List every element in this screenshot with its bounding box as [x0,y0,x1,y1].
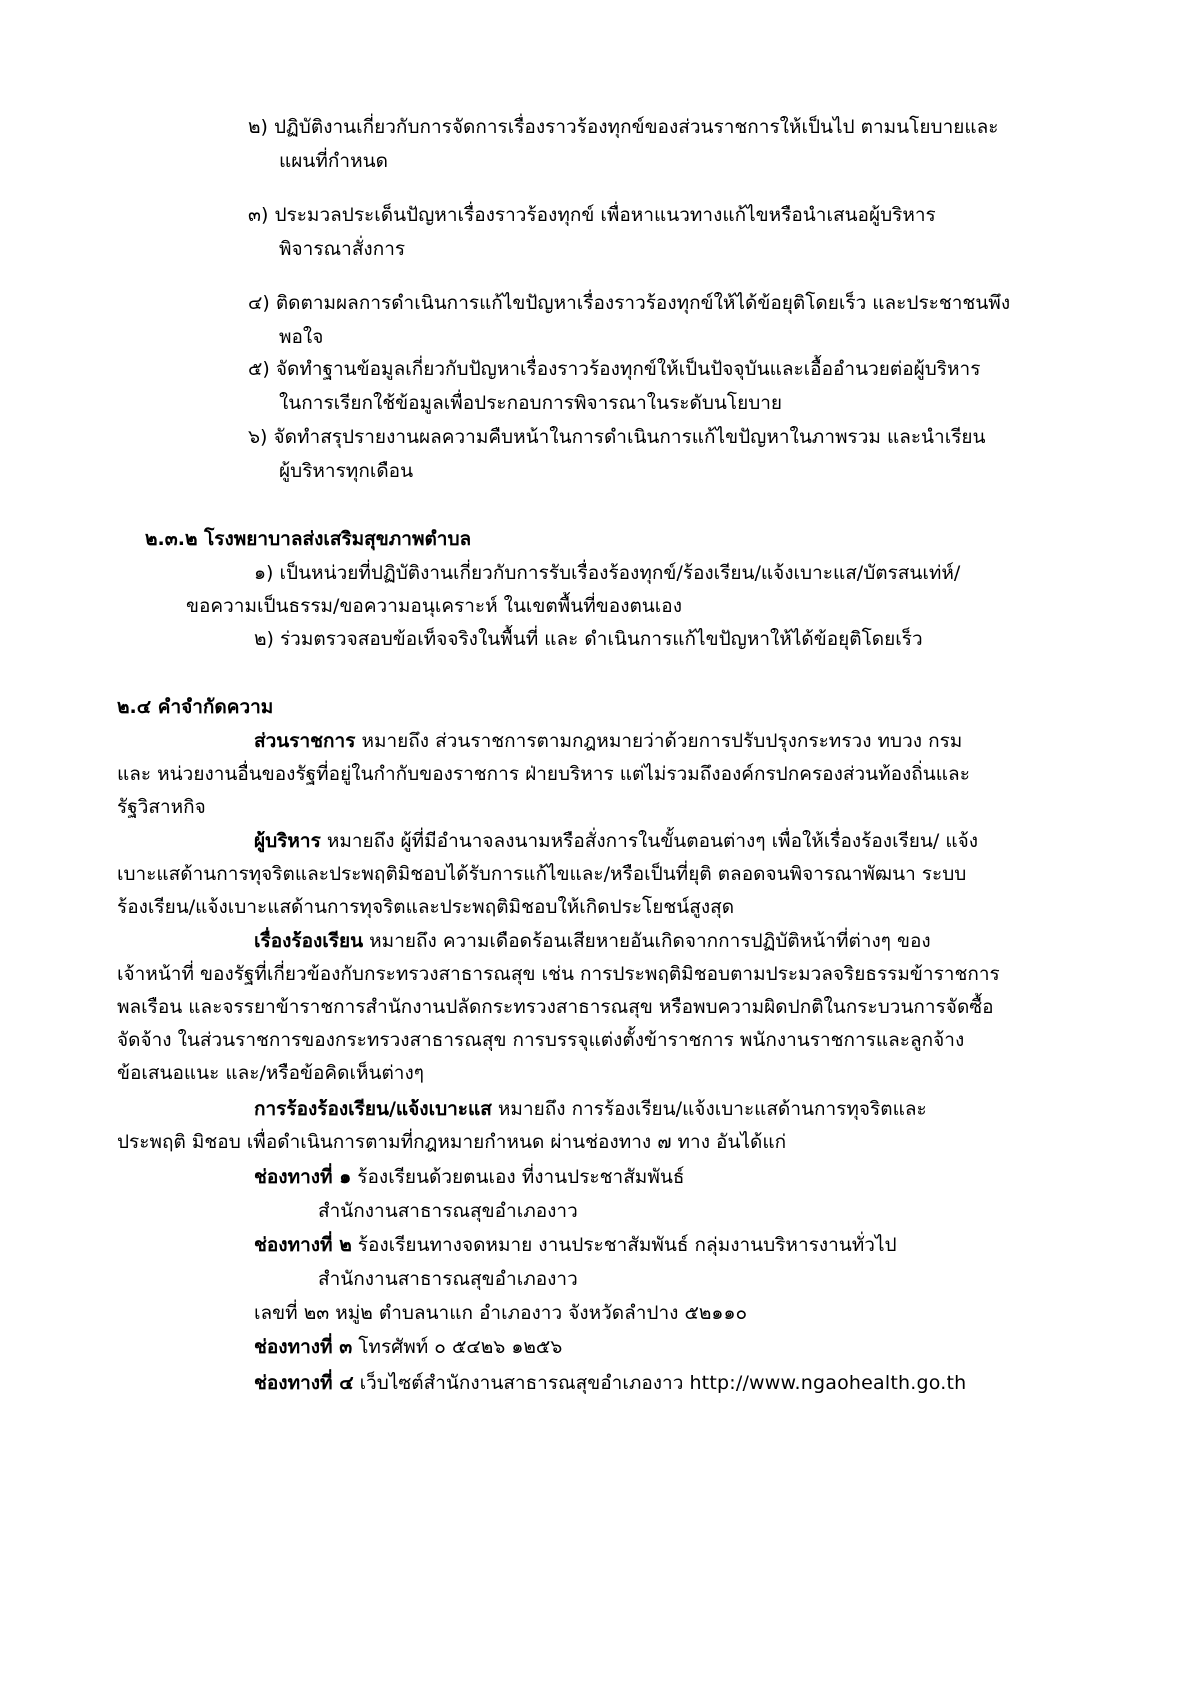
definition-text-line: ข้อเสนอแนะ และ/หรือข้อคิดเห็นต่างๆ [117,1062,424,1084]
list-item-5-cont: ในการเรียกใช้ข้อมูลเพื่อประกอบการพิจารณาในระดับนโยบาย [279,392,783,414]
definition-executive: ผู้บริหาร หมายถึง ผู้ที่มีอำนาจลงนามหรือสั่งการในขั้นตอนต่างๆ เพื่อให้เรื่องร้องเรียน/ แจ้ง [254,830,978,852]
list-item-5: ๕) จัดทำฐานข้อมูลเกี่ยวกับปัญหาเรื่องราวร้องทุกข์ให้เป็นปัจจุบันและเอื้ออำนวยต่อผู้บริหาร [248,358,981,380]
list-item-2: ๒) ปฏิบัติงานเกี่ยวกับการจัดการเรื่องราวร้องทุกข์ของส่วนราชการให้เป็นไป ตามนโยบายและ [248,116,999,138]
section-232-item-1-cont: ขอความเป็นธรรม/ขอความอนุเคราะห์ ในเขตพื้นที่ของตนเอง [186,595,682,617]
list-item-3: ๓) ประมวลประเด็นปัญหาเรื่องราวร้องทุกข์ เพื่อหาแนวทางแก้ไขหรือนำเสนอผู้บริหาร [248,204,936,226]
definition-text-line: ประพฤติ มิชอบ เพื่อดำเนินการตามที่กฎหมายกำหนด ผ่านช่องทาง ๗ ทาง อันได้แก่ [117,1131,787,1153]
section-232-item-1: ๑) เป็นหน่วยที่ปฏิบัติงานเกี่ยวกับการรับเรื่องร้องทุกข์/ร้องเรียน/แจ้งเบาะแส/บัตรสนเท่ห์/ [254,562,961,584]
channel-4: ช่องทางที่ ๔ เว็บไซต์สำนักงานสาธารณสุขอำเภองาว http://www.ngaohealth.go.th [254,1372,967,1394]
channel-1-sub: สำนักงานสาธารณสุขอำเภองาว [318,1200,578,1222]
list-item-4-cont: พอใจ [279,326,324,348]
list-item-6: ๖) จัดทำสรุปรายงานผลความคืบหน้าในการดำเนินการแก้ไขปัญหาในภาพรวม และนำเรียน [248,426,986,448]
list-item-4: ๔) ติดตามผลการดำเนินการแก้ไขปัญหาเรื่องราวร้องทุกข์ให้ได้ข้อยุติโดยเร็ว และประชาชนพึง [248,292,1011,314]
channel-3: ช่องทางที่ ๓ โทรศัพท์ ๐ ๕๔๒๖ ๑๒๕๖ [254,1336,563,1358]
definition-text-line: จัดจ้าง ในส่วนราชการของกระทรวงสาธารณสุข การบรรจุแต่งตั้งข้าราชการ พนักงานราชการและลูกจ้าง [117,1029,965,1051]
channel-2: ช่องทางที่ ๒ ร้องเรียนทางจดหมาย งานประชาสัมพันธ์ กลุ่มงานบริหารงานทั่วไป [254,1234,897,1256]
address-line: เลขที่ ๒๓ หมู่๒ ตำบลนาแก อำเภองาว จังหวัดลำปาง ๕๒๑๑๐ [254,1302,748,1324]
definition-reporting: การร้องร้องเรียน/แจ้งเบาะแส หมายถึง การร้องเรียน/แจ้งเบาะแสด้านการทุจริตและ [254,1098,927,1120]
list-item-2-cont: แผนที่กำหนด [279,150,388,172]
definition-text-line: รัฐวิสาหกิจ [117,796,206,818]
definition-text-line: พลเรือน และจรรยาข้าราชการสำนักงานปลัดกระทรวงสาธารณสุข หรือพบความผิดปกติในกระบวนการจัดซื้อ [117,996,994,1018]
channel-1: ช่องทางที่ ๑ ร้องเรียนด้วยตนเอง ที่งานประชาสัมพันธ์ [254,1166,685,1188]
section-232-item-2: ๒) ร่วมตรวจสอบข้อเท็จจริงในพื้นที่ และ ดำเนินการแก้ไขปัญหาให้ได้ข้อยุติโดยเร็ว [254,628,923,650]
list-item-3-cont: พิจารณาสั่งการ [279,238,406,260]
definition-text-line: เจ้าหน้าที่ ของรัฐที่เกี่ยวข้องกับกระทรวงสาธารณสุข เช่น การประพฤติมิชอบตามประมวลจริยธรรมข้าราชการ [117,963,1000,985]
definition-text-line: ร้องเรียน/แจ้งเบาะแสด้านการทุจริตและประพฤติมิชอบให้เกิดประโยชน์สูงสุด [117,896,735,918]
definition-text-line: เบาะแสด้านการทุจริตและประพฤติมิชอบได้รับการแก้ไขและ/หรือเป็นที่ยุติ ตลอดจนพิจารณาพัฒนา ระบบ [117,863,967,885]
section-heading-24: ๒.๔ คำจำกัดความ [117,696,274,718]
channel-2-sub: สำนักงานสาธารณสุขอำเภองาว [318,1268,578,1290]
definition-government-agency: ส่วนราชการ หมายถึง ส่วนราชการตามกฎหมายว่าด้วยการปรับปรุงกระทรวง ทบวง กรม [254,730,963,752]
section-heading-232: ๒.๓.๒ โรงพยาบาลส่งเสริมสุขภาพตำบล [145,528,472,550]
definition-text-line: และ หน่วยงานอื่นของรัฐที่อยู่ในกำกับของราชการ ฝ่ายบริหาร แต่ไม่รวมถึงองค์กรปกครองส่วนท้องถิ่นและ [117,763,970,785]
definition-complaint: เรื่องร้องเรียน หมายถึง ความเดือดร้อนเสียหายอันเกิดจากการปฏิบัติหน้าที่ต่างๆ ของ [254,930,931,952]
website-url[interactable]: http://www.ngaohealth.go.th [689,1372,967,1394]
list-item-6-cont: ผู้บริหารทุกเดือน [279,460,414,482]
